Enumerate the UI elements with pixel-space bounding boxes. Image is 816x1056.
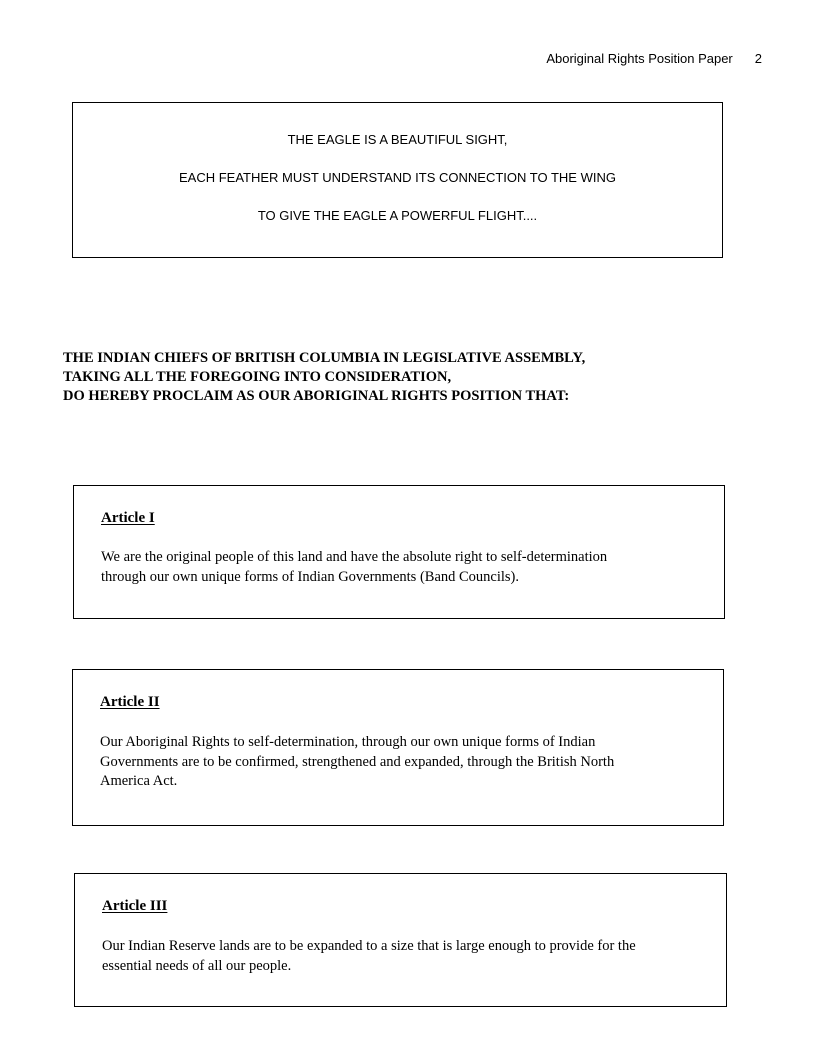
proclamation-line-3: DO HEREBY PROCLAIM AS OUR ABORIGINAL RIGHTS POSITION THAT: [63,388,570,404]
article-1-body [101,548,607,587]
article-2-title: Article II [100,694,160,710]
article-2-line-3: America Act. [100,773,178,789]
article-2-line-2: Governments are to be confirmed, strengthened and expanded, through the British North [100,753,615,770]
poem-box [72,102,723,258]
article-2-body [100,733,614,792]
proclamation-heading [63,349,585,406]
article-2-box [72,669,724,826]
article-1-line-2: through our own unique forms of Indian Governments (Band Councils). [101,568,520,585]
poem-line-3: TO GIVE THE EAGLE A POWERFUL FLIGHT.... [257,208,538,223]
document-title: Aboriginal Rights Position Paper [546,51,733,66]
article-3-box [74,873,727,1007]
article-3-line-1: Our Indian Reserve lands are to be expanded to a size that is large enough to provide for the [102,938,636,954]
proclamation-line-1: THE INDIAN CHIEFS OF BRITISH COLUMBIA IN LEGISLATIVE ASSEMBLY, [63,350,586,366]
poem-line-2: EACH FEATHER MUST UNDERSTAND ITS CONNECTION TO THE WING [179,170,616,185]
page-number: 2 [754,51,762,66]
article-1-title: Article I [101,510,155,526]
article-3-line-2: essential needs of all our people. [102,957,292,974]
article-3-body [102,937,636,976]
page-header [546,51,762,66]
poem-line-1: THE EAGLE IS A BEAUTIFUL SIGHT, [287,132,508,147]
article-2-line-1: Our Aboriginal Rights to self-determination, through our own unique forms of Indian [100,734,596,750]
article-3-title: Article III [102,898,168,914]
proclamation-line-2: TAKING ALL THE FOREGOING INTO CONSIDERATION, [63,369,452,385]
article-1-box [73,485,725,619]
article-1-line-1: We are the original people of this land and have the absolute right to self-determination [101,549,608,565]
